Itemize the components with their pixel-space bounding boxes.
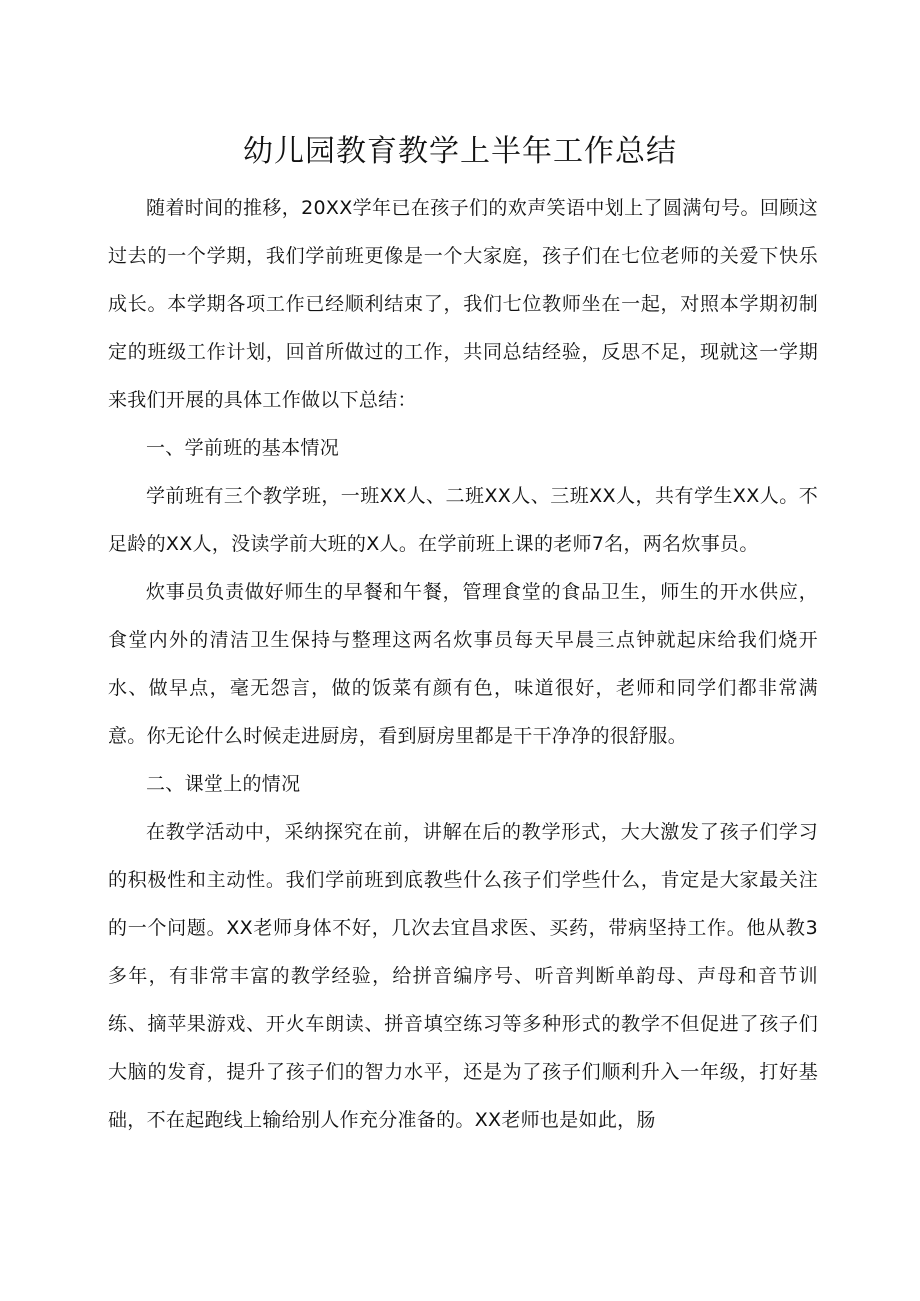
section-heading-basic-info: 一、学前班的基本情况 bbox=[146, 437, 340, 459]
paragraph-teaching: 在教学活动中，采纳探究在前，讲解在后的教学形式，大大激发了孩子们学习的积极性和主动性。我们学前班到底教些什么孩子们学些什么，肯定是大家最关注的一个问题。XX老师身体不好，几次去宜昌求医、买药，带病坚持工作。他从教3多年，有非常丰富的教学经验，给拼音编序号、听音判断单韵母、声母和音节训练、摘苹果游戏、开火车朗读、拼音填空练习等多种形式的教学不但促进了孩子们大脑的发育，提升了孩子们的智力水平，还是为了孩子们顺利升入一年级，打好基础，不在起跑线上输给别人作充分准备的。XX老师也是如此，肠 bbox=[108, 821, 818, 1131]
document-body bbox=[108, 184, 818, 1144]
section-heading-classroom: 二、课堂上的情况 bbox=[146, 773, 301, 795]
paragraph-cooks: 炊事员负责做好师生的早餐和午餐，管理食堂的食品卫生，师生的开水供应，食堂内外的清洁卫生保持与整理这两名炊事员每天早晨三点钟就起床给我们烧开水、做早点，毫无怨言，做的饭菜有颜有色，味道很好，老师和同学们都非常满意。你无论什么时候走进厨房，看到厨房里都是干干净净的很舒服。 bbox=[108, 581, 818, 747]
document-title: 幼儿园教育教学上半年工作总结 bbox=[243, 134, 677, 169]
paragraph-class-info: 学前班有三个教学班，一班XX人、二班XX人、三班XX人，共有学生XX人。不足龄的XX人，没读学前大班的X人。在学前班上课的老师7名，两名炊事员。 bbox=[108, 485, 818, 555]
paragraph-intro: 随着时间的推移，20XX学年已在孩子们的欢声笑语中划上了圆满句号。回顾这过去的一个学期，我们学前班更像是一个大家庭，孩子们在七位老师的关爱下快乐成长。本学期各项工作已经顺利结束了，我们七位教师坐在一起，对照本学期初制定的班级工作计划，回首所做过的工作，共同总结经验，反思不足，现就这一学期来我们开展的具体工作做以下总结： bbox=[108, 197, 818, 411]
